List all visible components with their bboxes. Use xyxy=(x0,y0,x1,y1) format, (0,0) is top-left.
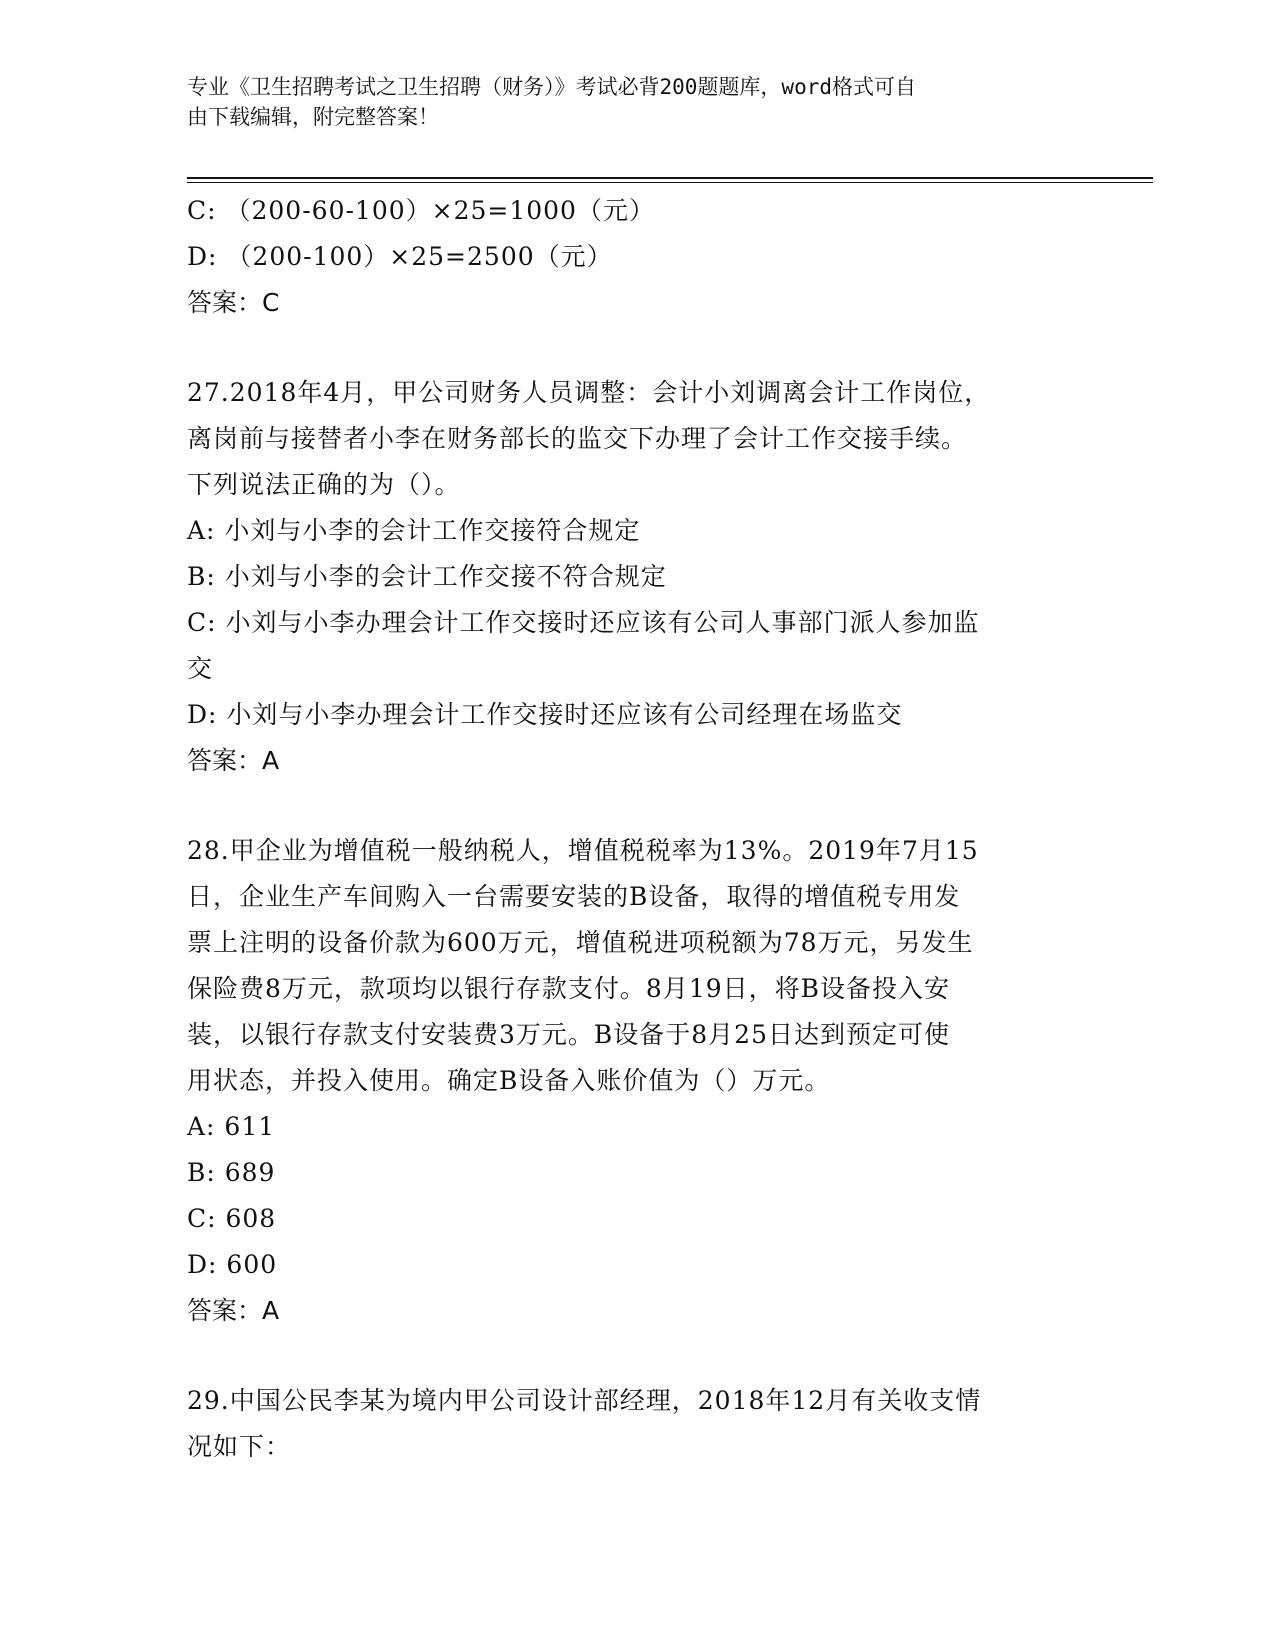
q27-option-b: B: 小刘与小李的会计工作交接不符合规定 xyxy=(187,562,667,591)
q27-stem-line: 离岗前与接替者小李在财务部长的监交下办理了会计工作交接手续。 xyxy=(187,424,968,453)
spacer xyxy=(187,1334,1087,1378)
header-rule-thick xyxy=(187,177,1153,179)
q29-stem-line: 况如下： xyxy=(187,1432,292,1461)
q28-option-a: A: 611 xyxy=(187,1112,276,1141)
header-line-1: 专业《卫生招聘考试之卫生招聘（财务）》考试必背200题题库，word格式可自 xyxy=(187,75,916,99)
q26-option-c: C: （200-60-100）×25=1000（元） xyxy=(187,196,655,225)
q28-stem-line: 日，企业生产车间购入一台需要安装的B设备，取得的增值税专用发 xyxy=(187,882,961,911)
q28-stem-line: 28.甲企业为增值税一般纳税人，增值税税率为13%。2019年7月15 xyxy=(187,836,979,865)
header-rule-thin xyxy=(187,182,1153,183)
spacer xyxy=(187,326,1087,370)
q27-option-a: A: 小刘与小李的会计工作交接符合规定 xyxy=(187,516,641,545)
q28-stem-line: 票上注明的设备价款为600万元，增值税进项税额为78万元，另发生 xyxy=(187,928,974,957)
spacer xyxy=(187,784,1087,828)
q27-option-d: D: 小刘与小李办理会计工作交接时还应该有公司经理在场监交 xyxy=(187,700,903,729)
q28-stem-line: 装，以银行存款支付安装费3万元。B设备于8月25日达到预定可使 xyxy=(187,1020,950,1049)
q26-option-d: D: （200-100）×25=2500（元） xyxy=(187,242,613,271)
q28-answer: 答案：A xyxy=(187,1296,280,1325)
q26-answer: 答案：C xyxy=(187,288,280,317)
q27-stem-line: 27.2018年4月，甲公司财务人员调整：会计小刘调离会计工作岗位， xyxy=(187,378,991,407)
q28-option-b: B: 689 xyxy=(187,1158,276,1187)
q27-answer: 答案：A xyxy=(187,746,280,775)
q29-stem-line: 29.中国公民李某为境内甲公司设计部经理，2018年12月有关收支情 xyxy=(187,1386,982,1415)
document-body xyxy=(187,188,1087,1470)
question-26-tail xyxy=(187,188,1087,326)
document-header xyxy=(187,72,1087,132)
q28-option-d: D: 600 xyxy=(187,1250,278,1279)
question-29 xyxy=(187,1378,1087,1470)
header-line-2: 由下载编辑，附完整答案！ xyxy=(187,105,439,129)
q27-option-c: C: 小刘与小李办理会计工作交接时还应该有公司人事部门派人参加监 xyxy=(187,608,980,637)
q28-stem-line: 用状态，并投入使用。确定B设备入账价值为（）万元。 xyxy=(187,1066,831,1095)
q28-stem-line: 保险费8万元，款项均以银行存款支付。8月19日，将B设备投入安 xyxy=(187,974,950,1003)
question-27 xyxy=(187,370,1087,784)
q27-option-c-wrap: 交 xyxy=(187,654,214,683)
question-28 xyxy=(187,828,1087,1334)
q28-option-c: C: 608 xyxy=(187,1204,277,1233)
q27-stem-line: 下列说法正确的为（）。 xyxy=(187,470,461,499)
